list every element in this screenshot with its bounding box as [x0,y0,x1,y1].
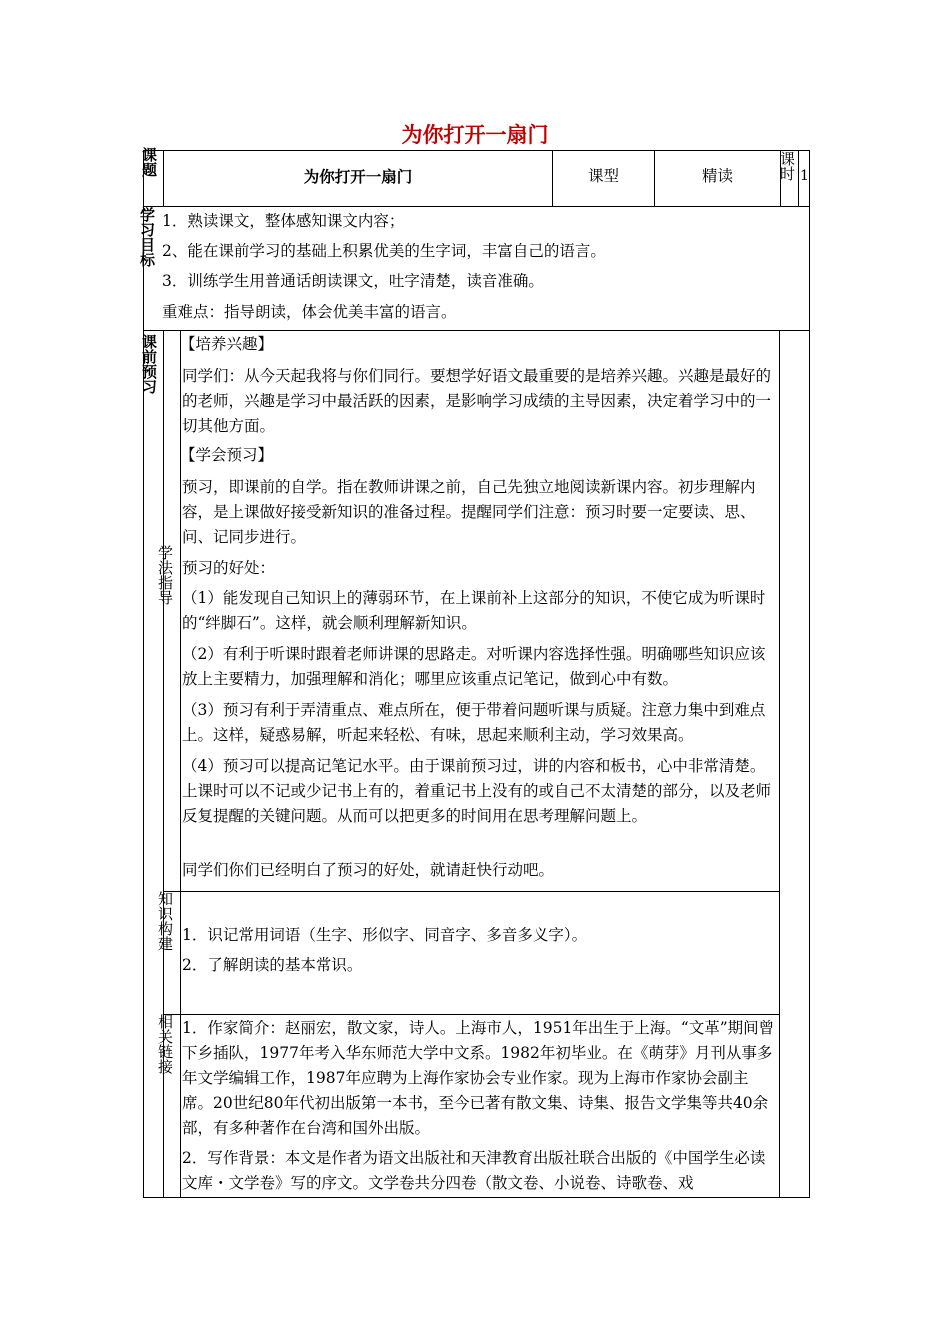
author-intro: 1．作家简介：赵丽宏，散文家，诗人。上海市人，1951年出生于上海。“文革”期间曾下乡插队，1977年考入华东师范大学中文系。1982年初毕业。在《萌芽》月刊从事多年文学编辑工作，1987年应聘为上海作家协会专业作家。现为上海市作家协会副主席。20世纪80年代初出版第一本书，至今已著有散文集、诗集、报告文学集等共40余部，有多种著作在台湾和国外出版。 [182,1019,775,1137]
preview-paragraph: 预习，即课前的自学。指在教师讲课之前，自己先独立地阅读新课内容。初步理解内容，是上课做好接受新知识的准备过程。提醒同学们注意：预习时要一定要读、思、问、记同步进行。 [182,478,756,546]
type-value: 精读 [701,167,733,185]
knowledge-item-1: 1．识记常用词语（生字、形似字、同音字、多音多义字）。 [182,926,588,944]
topic-label-cell [140,147,164,207]
hours-label: 课时 [778,151,796,181]
benefits-intro: 预习的好处： [182,559,276,577]
preview-heading: 【学会预习】 [180,446,274,464]
benefit-3: （3）预习有利于弄清重点、难点所在，便于带着问题听课与质疑。注意力集中到难点上。这样，疑惑易解，听起来轻松、有味，思起来顺利主动，学习效果高。 [182,701,766,744]
goal-item-3: 3．训练学生用普通话朗读课文，吐字清楚，读音准确。 [162,272,544,290]
topic-value-cell [163,150,553,207]
goal-key-points: 重难点：指导朗读，体会优美丰富的语言。 [162,303,457,321]
benefit-2: （2）有利于听课时跟着老师讲课的思路走。对听课内容选择性强。明确哪些知识应该放上主要精力，加强理解和消化；哪里应该重点记笔记，做到心中有数。 [182,645,766,688]
method-label: 学法指导 [156,545,174,605]
method-label-cell [156,330,181,892]
goal-item-2: 2、能在课前学习的基础上积累优美的生字词，丰富自己的语言。 [162,242,606,260]
benefit-1: （1）能发现自己知识上的薄弱环节，在上课前补上这部分的知识，不使它成为听课时的“绊脚石”。这样，就会顺利理解新知识。 [182,589,766,632]
interest-heading: 【培养兴趣】 [180,335,274,353]
topic-value: 为你打开一扇门 [303,168,413,186]
preview-label: 课前预习 [140,334,158,394]
type-label: 课型 [587,167,619,185]
topic-label: 课题 [140,147,158,177]
hours-value: 1 [800,168,809,184]
hours-label-cell [780,150,799,207]
knowledge-item-2: 2．了解朗读的基本常识。 [182,956,363,974]
type-label-cell [552,150,655,207]
goal-item-1: 1．熟读课文，整体感知课文内容； [162,212,405,230]
goals-label: 学习目标 [138,207,156,267]
links-label: 相关链接 [156,1014,174,1074]
type-value-cell [654,150,781,207]
closing-line: 同学们你们已经明白了预习的好处，就请赶快行动吧。 [182,861,555,879]
hours-value-cell [798,150,810,207]
writing-background: 2．写作背景：本文是作者为语文出版社和天津教育出版社联合出版的《中国学生必读文库・文学卷》写的序文。文学卷共分四卷（散文卷、小说卷、诗歌卷、戏 [182,1149,766,1192]
knowledge-label: 知识构建 [156,891,174,951]
document-title: 为你打开一扇门 [401,123,549,147]
interest-paragraph: 同学们：从今天起我将与你们同行。要想学好语文最重要的是培养兴趣。兴趣是最好的的老师，兴趣是学习中最活跃的因素，是影响学习成绩的主导因素，决定着学习中的一切其他方面。 [182,367,772,435]
benefit-4: （4）预习可以提高记笔记水平。由于课前预习过，讲的内容和板书，心中非常清楚。上课时可以不记或少记书上有的，着重记书上没有的或自己不太清楚的部分，以及老师反复提醒的关键问题。从而可以把更多的时间用在思考理解问题上。 [182,757,772,825]
